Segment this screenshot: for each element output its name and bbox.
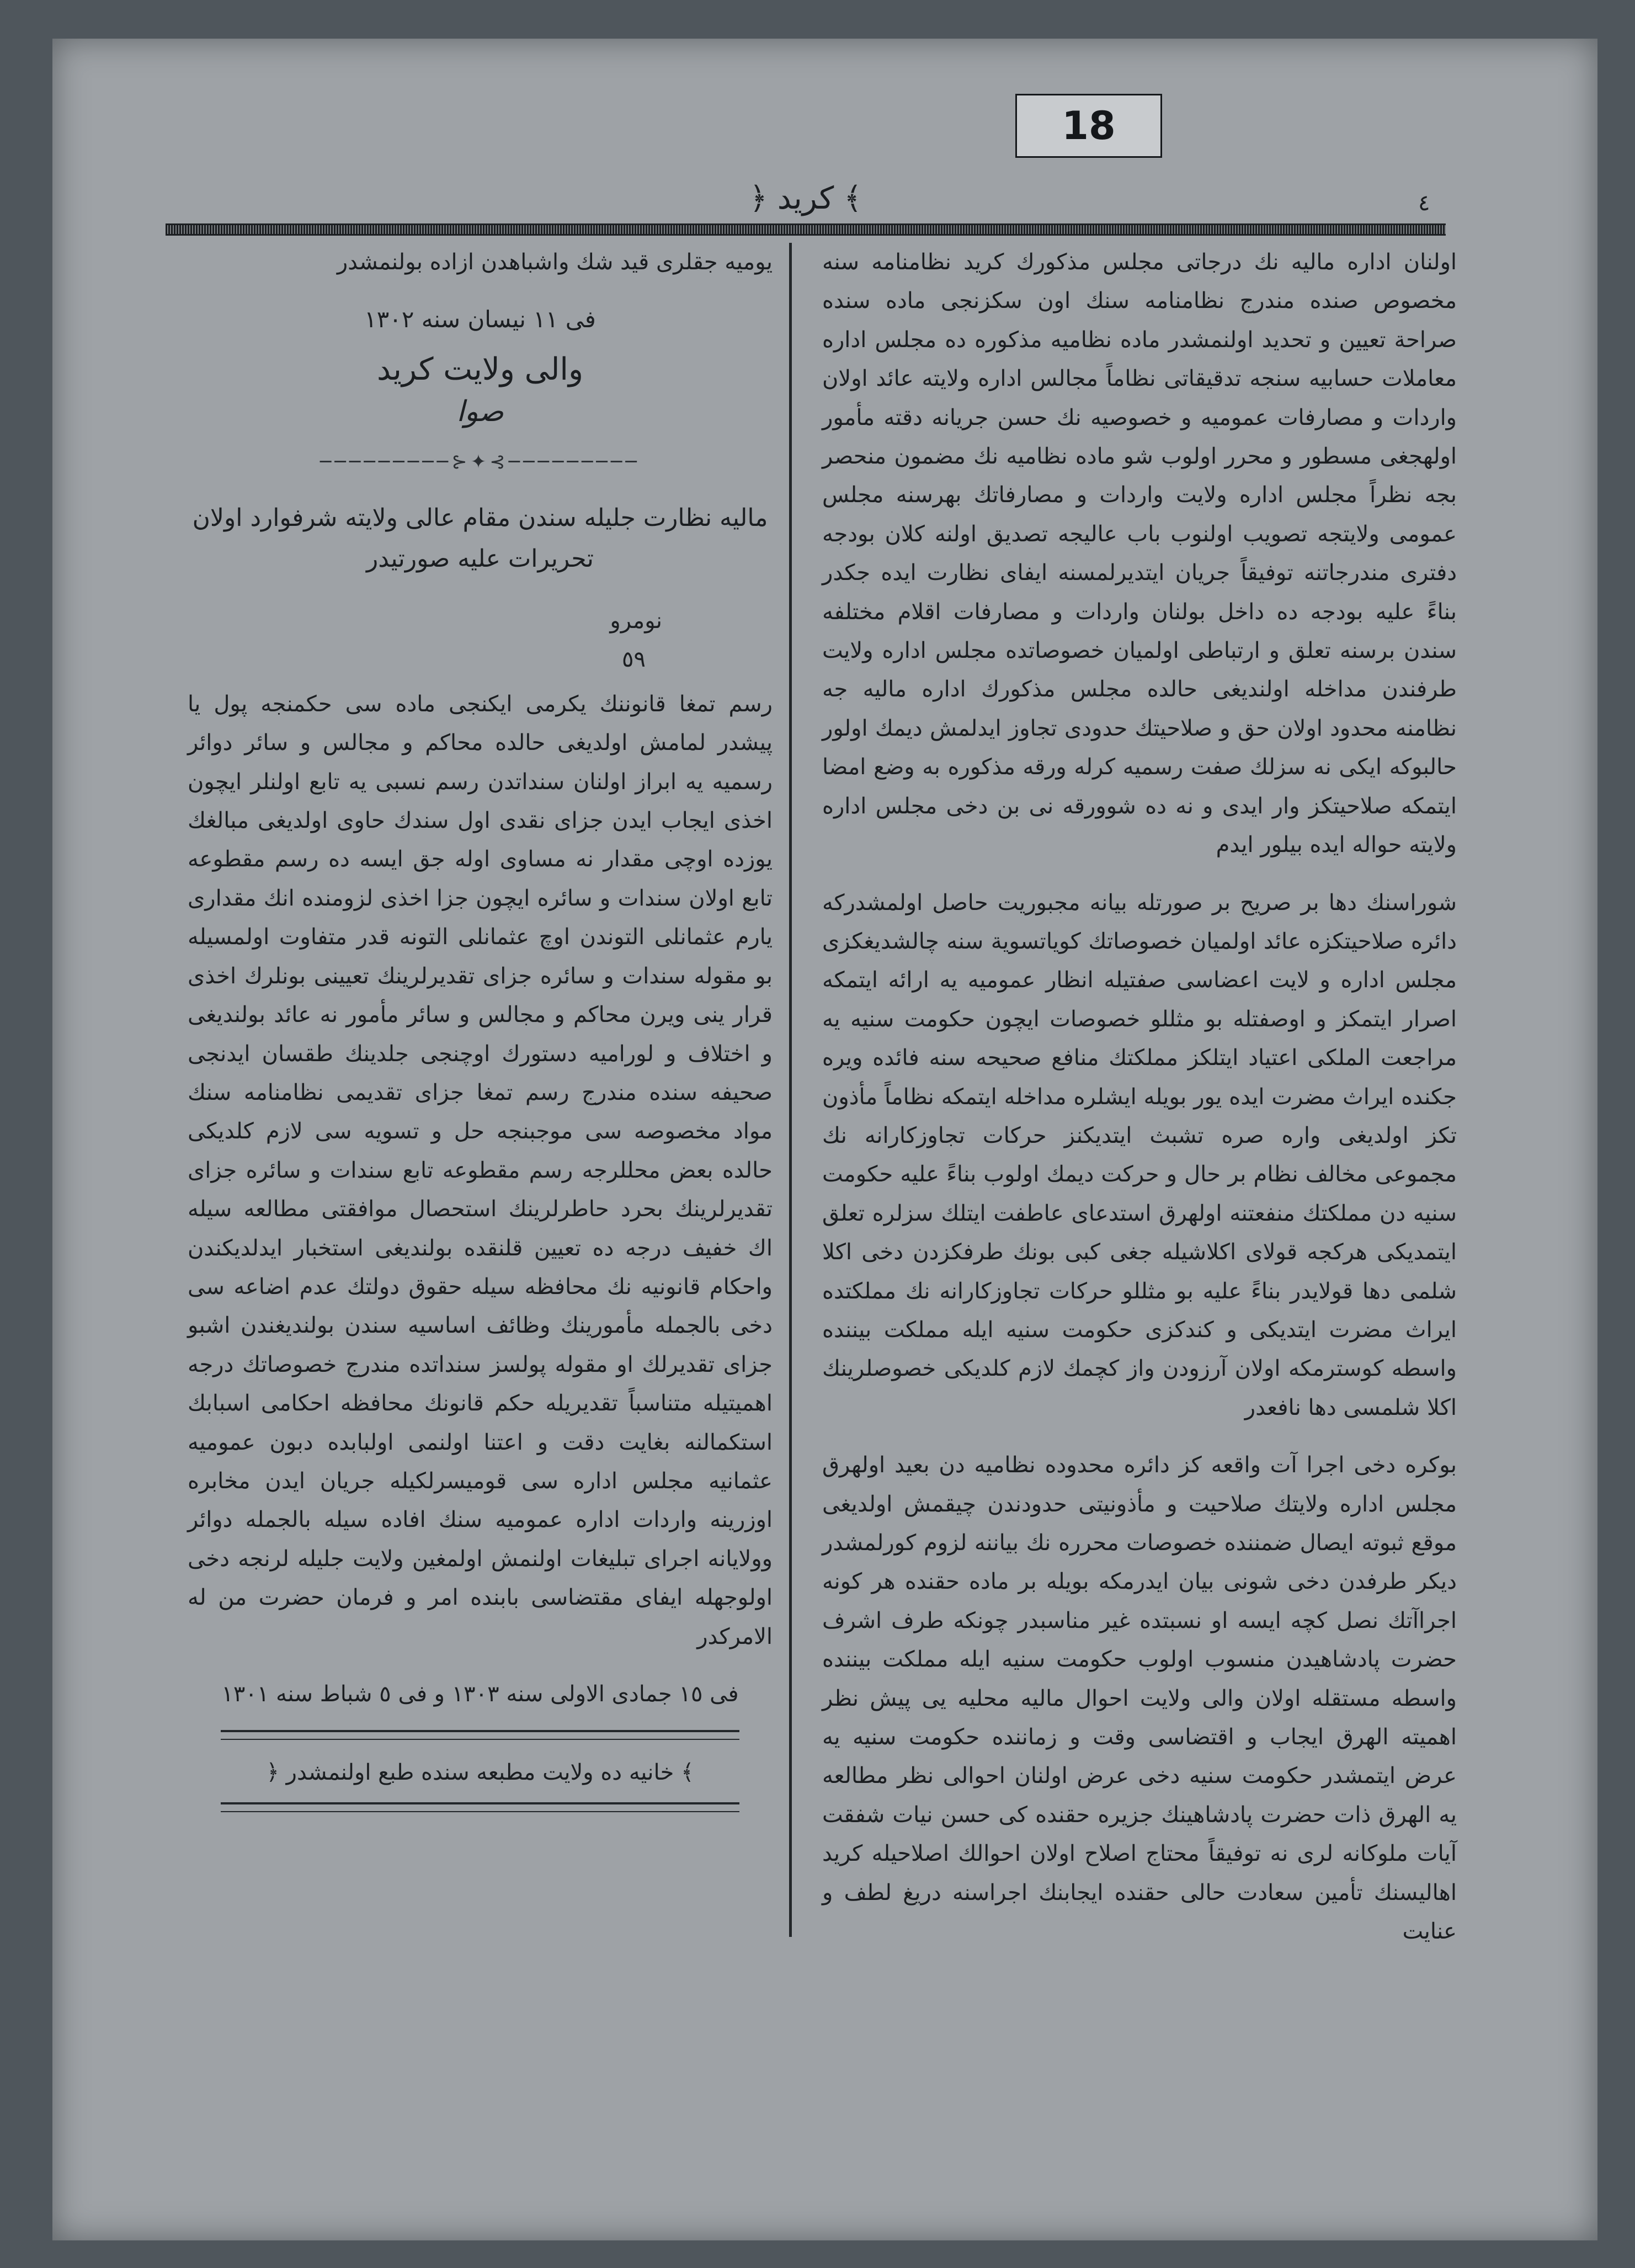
column-divider [789, 243, 792, 1937]
masthead [166, 171, 1446, 226]
article-paragraph: شوراسنك دها بر صريح بر صورتله بيانه مجبوريت حاصل اولمشدركه دائره صلاحيتكزه عائد اولميان خصوصاتك كوياتسوية سنه چالشديغكزی مجلس اداره و لايت اعضاسی صفتيله انظار عموميه يه ارائه ايتمكه اصرار ايتمكز و اوصفتله بو مثللو خصوصات ايچون حكومت سنيه يه مراجعت الملكی اعتياد ايتلكز مملكتك منافع صحيحه سنه فائده ويره جكنده ايراث مضرت ايده يور بويله ايشلره مداخله ايتمكه نظاماً مأذون تكز اولديغی واره صره تشبث ايتديكنز حركات تجاوزكارانه نك مجموعی مخالف نظام بر حال و حركت ديمك اولوب بناءً عليه حكومت سنيه دن مملكتك منفعتنه اولهرق استدعای عاطفت ايتلك سزلره تعلق ايتمديكی هركجه قولای اكلاشيله جغی كبی بونك طرفكزدن دخی اكلا شلمی دها قولايدر بناءً عليه بو مثللو حركات تجاوزكارانه نك مملكتده ايراث مضرت ايتديكی و كندكزی حكومت سنيه ايله مملكت بيننده واسطه كوسترمكه اولان آرزودن واز كچمك لازم كلديكی خصوصلرينك اكلا شلمسی دها نافعدر [822, 890, 1457, 1420]
double-rule [221, 1802, 739, 1812]
letter-date: فی ١١ نيسان سنه ١٣٠٢ [364, 306, 596, 333]
ornament-divider: ─────────⊱✦⊰───────── [320, 450, 640, 473]
page-number-label: 18 [1015, 94, 1162, 158]
article-ending: يوميه جقلری قيد شك واشباهدن ازاده بولنمشدر [337, 249, 773, 275]
body-date: فی ١٥ جمادی الاولی سنه ١٣٠٣ و فی ٥ شباط سنه ١٣٠١ [221, 1681, 739, 1707]
number-value: ٥٩ [622, 647, 646, 673]
left-column [188, 243, 773, 1825]
article-paragraph: اولنان اداره مالیه نك درجاتی مجلس مذكورك كريد نظامنامه سنه مخصوص صنده مندرج نظامنامه سنك اون سكزنجی ماده سنده صراحة تعيين و تحديد اولنمشدر ماده نظامیه مذكوره ده مجلس اداره معاملات حسابيه سنجه تدقيقاتی نظاماً مجالس اداره ولايته عائد اولان واردات و مصارفات عموميه و خصوصيه نك حسن جريانه دقته مأمور اولهجغی مسطور و محرر اولوب شو ماده نظاميه نك مضمون منحصر بجه نظراً مجلس اداره ولايت واردات و مصارفاتك بهرسنه مجلس عمومی ولايتجه تصويب اولنوب باب عاليجه تصديق اولنه كلان بودجه دفتری مندرجاتنه توفيقاً جريان ايتديرلمسنه ايفای نظارت ايده جكدر بناءً عليه بودجه ده داخل بولنان واردات و مصارفات اقلام مختلفه سندن برسنه تعلق و ارتباطی اولميان خصوصاتده مجلس اداره ولايت طرفندن مداخله اولنديغی حالده مجلس مذكورك اداره ماليه جه نظامنه محدود اولان حق و صلاحيتك حدودی تجاوز ايدلمش ديمك اولور حالبوكه ايكی نه سزلك صفت رسميه كرله ورقه مذكوره به وضع امضا ايتمكه صلاحيتكز وار ايدی و نه ده شوورقه نی بن دخی مجلس اداره ولايته حواله ايده بيلور ايدم [822, 249, 1457, 858]
imprint-line: ﴾ خانيه ده ولايت مطبعه سنده طبع اولنمشدر ﴿ [266, 1760, 694, 1786]
signature: صوا [456, 395, 504, 429]
masthead-rule [166, 223, 1446, 236]
masthead-title: ﴾ كريد ﴿ [749, 180, 862, 216]
article-paragraph: بوكره دخی اجرا آت واقعه كز دائره محدوده نظاميه دن بعيد اولهرق مجلس اداره ولايتك صلاحيت و مأذونيتی حدودندن چيقمش اولديغی موقع ثبوته ايصال ضمننده خصوصات محرره نك بياننه لزوم كورلمشدر ديكر طرفدن دخی شونی بيان ايدرمكه بويله بر ماده حقنده هر كونه اجراآتك نصل كچه ايسه او نسبتده غير مناسبدر چونكه طرف اشرف حضرت پادشاهيدن منسوب اولوب حكومت سنيه ايله مملكت بيننده واسطه مستقله اولان والی ولايت احوال ماليه محليه يی پيش نظر اهميته الهرق ايجاب و اقتضاسی وقت و زماننده حكومت سنيه يه عرض ايتمشدر حكومت سنيه دخی عرض اولنان احوالی نظر مطالعه يه الهرق ذات حضرت پادشاهينك جزيره حقنده كی حسن نيات شفقت آيات ملوكانه لری نه توفيقاً محتاج اصلاح اولان احوالك اصلاحيله كريد اهاليسنك تأمين سعادت حالی حقنده ايجابنك اجراسنه دريغ لطف و عنايت [822, 1452, 1457, 1945]
number-label: نومرو [610, 608, 662, 634]
issue-number: ٤ [1418, 190, 1430, 216]
double-rule [221, 1730, 739, 1740]
right-column [822, 243, 1457, 1969]
article-body: رسم تمغا قانوننك يكرمی ايكنجی ماده سی حكمنجه پول يا پيشدر لمامش اولديغی حالده محاكم و مجالس و سائر دوائر رسميه يه ابراز اولنان سنداتدن رسم نسبی يه تابع اولنلر ايچون اخذی ايجاب ايدن جزای نقدی اول سندك حاوی اولديغی مبالغك يوزده اوچی مقدار نه مساوی اوله جق ايسه ده رسم مقطوعه تابع اولان سندات و سائره ايچون جزا اخذی لزومنده انك مقداری يارم عثمانلی التوندن اوچ عثمانلی التونه قدر متفاوت اولمسيله بو مقوله سندات و سائره جزای تقديرلرينك تعيينی بونلرك اخذی قرار ينی ويرن محاكم و مجالس و سائر مأمور نه عائد بولنديغی و اختلاف و لوراميه دستورك اوچنجی جلدينك طقسان ايدنجی صحيفه سنده مندرج رسم تمغا جزای تقديمی نظامنامه سنك مواد مخصوصه سی موجبنجه حل و تسويه سی لازم كلديكی حالده بعض محللرجه رسم مقطوعه تابع سندات و سائره جزای تقديرلرينك بحرد حاطرلرينك استحصال موافقتی مطالعه سيله اك خفيف درجه ده تعيين قلنقده بولنديغی استخبار ايدلديكندن واحكام قانونيه نك محافظه سيله حقوق دولتك عدم اضاعه سی دخی بالجمله مأمورينك وظائف اساسيه سندن بولنديغندن اشبو جزای تقديرلك او مقوله پولسز سنداتده مندرج خصوصاتك درجه اهميتيله متناسباً تقديريله حكم قانونك محافظه احكامی اسبابك استكمالنه بغايت دقت و اعتنا اولنمی اولبابده دبون عموميه عثمانيه مجلس اداره سی قوميسرلكيله جريان ايدن مخابره اوزرينه واردات اداره عموميه سنك افاده سيله بالجمله دوائر وولايانه اجرای تبليغات اولنمش اولمغين ولايت جليله لرنجه دخی اولوجهله ايفای مقتضاسی بابنده امر و فرمان حضرت من له الامركدر [188, 691, 773, 1649]
section-heading: ماليه نظارت جليله سندن مقام عالی ولايته شرفوارد اولان تحريرات عليه صورتيدر [192, 504, 768, 573]
governor-title: والی ولايت كريد [376, 351, 584, 387]
